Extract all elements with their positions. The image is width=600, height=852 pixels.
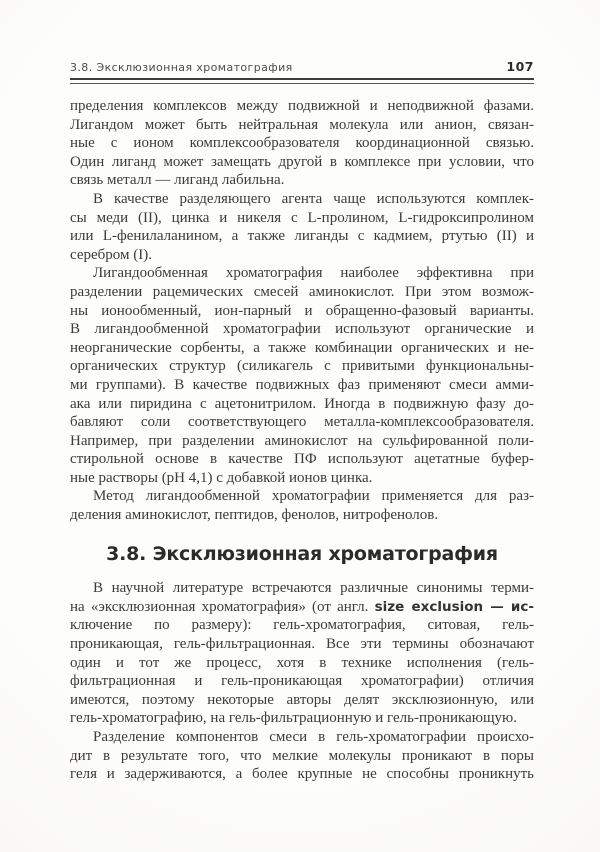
paragraph-1 (70, 97, 534, 190)
text-line: сы меди (II), цинка и никеля с L-пролином, L-гидроксипролином (70, 209, 534, 226)
text-line: связь металл — лиганд лабильна. (70, 172, 285, 189)
text-line: ака или пиридина с ацетонитрилом. Иногда в подвижную фазу до- (70, 395, 534, 412)
text-line: или L-фенилаланином, а также лиганды с кадмием, ртутью (II) и (70, 228, 534, 245)
paragraph-5 (70, 579, 534, 728)
paragraph-2 (70, 190, 534, 264)
text-line: ные растворы (рН 4,1) с добавкой ионов цинка. (70, 469, 373, 486)
running-title: 3.8. Эксклюзионная хроматография (70, 61, 293, 74)
text-line: В лигандообменной хроматографии используют органические и (70, 321, 534, 338)
text-line: стирольной основе в качестве ПФ используют ацетатные буфер- (70, 451, 534, 468)
text-line: Разделение компонентов смеси в гель-хроматографии происхо- (93, 729, 534, 745)
paragraph-3 (70, 264, 534, 487)
text-line: ключение по размеру): гель-хроматография, ситовая, гель- (70, 617, 534, 634)
header-rule (70, 78, 534, 84)
text-line: Лигандом может быть нейтральная молекула или анион, связан- (70, 116, 534, 133)
text-segment: на «эксклюзионная хроматография» (от англ. (70, 598, 375, 615)
text-line: разделении рацемических смесей аминокислот. При этом возмож- (70, 283, 534, 300)
text-line: В научной литературе встречаются различные синонимы терми- (93, 580, 534, 597)
text-line: Например, при разделении аминокислот на сульфированной поли- (70, 432, 534, 449)
text-line: Метод лигандообменной хроматографии применяется для раз- (93, 488, 534, 505)
text-line: проникающая, гель-фильтрационная. Все эти термины обозначают (70, 636, 534, 653)
paragraph-6 (70, 728, 534, 784)
text-line: неорганические сорбенты, а также комбинации органических и не- (70, 339, 534, 356)
paragraph-4 (70, 487, 534, 524)
text-line: ные с ионом комплексообразователя координационной связью. (70, 135, 534, 152)
text-line: гель-хроматографию, на гель-фильтрационную и гель-проникающую. (70, 710, 517, 727)
text-line: имеются, поэтому некоторые авторы делят эксклюзионную, или (70, 691, 534, 708)
page-body (70, 97, 534, 784)
text-line: деления аминокислот, пептидов, фенолов, нитрофенолов. (70, 507, 439, 524)
text-line: Лигандообменная хроматография наиболее эффективна при (93, 265, 534, 282)
text-line: один и тот же процесс, хотя в технике исполнения (гель- (70, 654, 534, 671)
text-line: бавляют соли соответствующего металла-комплексообразователя. (70, 414, 534, 431)
text-line (70, 598, 534, 617)
text-line: ны ионообменный, ион-парный и обращенно-фазовый варианты. (70, 302, 534, 319)
text-line: геля и задерживаются, а более крупные не способны проникнуть (70, 766, 534, 783)
text-line: В качестве разделяющего агента чаще используются комплек- (93, 190, 534, 207)
text-line: ми группами). В качестве подвижных фаз применяют смеси амми- (70, 376, 534, 393)
text-line: серебром (I). (70, 246, 152, 263)
text-line: органических структур (силикагель с привитыми функциональны- (70, 358, 534, 375)
text-line: дит в результате того, что мелкие молекулы проникают в поры (70, 747, 534, 764)
text-line: пределения комплексов между подвижной и неподвижной фазами. (70, 98, 534, 114)
section-heading: 3.8. Эксклюзионная хроматография (106, 542, 498, 565)
text-line: Один лиганд может замещать другой в комплексе при условии, что (70, 153, 534, 170)
page-header (70, 59, 534, 74)
text-line: фильтрационная и гель-проникающая хроматографии) отличия (70, 673, 534, 690)
emphasized-term: size exclusion — ис- (374, 598, 534, 615)
page-number: 107 (506, 59, 534, 74)
